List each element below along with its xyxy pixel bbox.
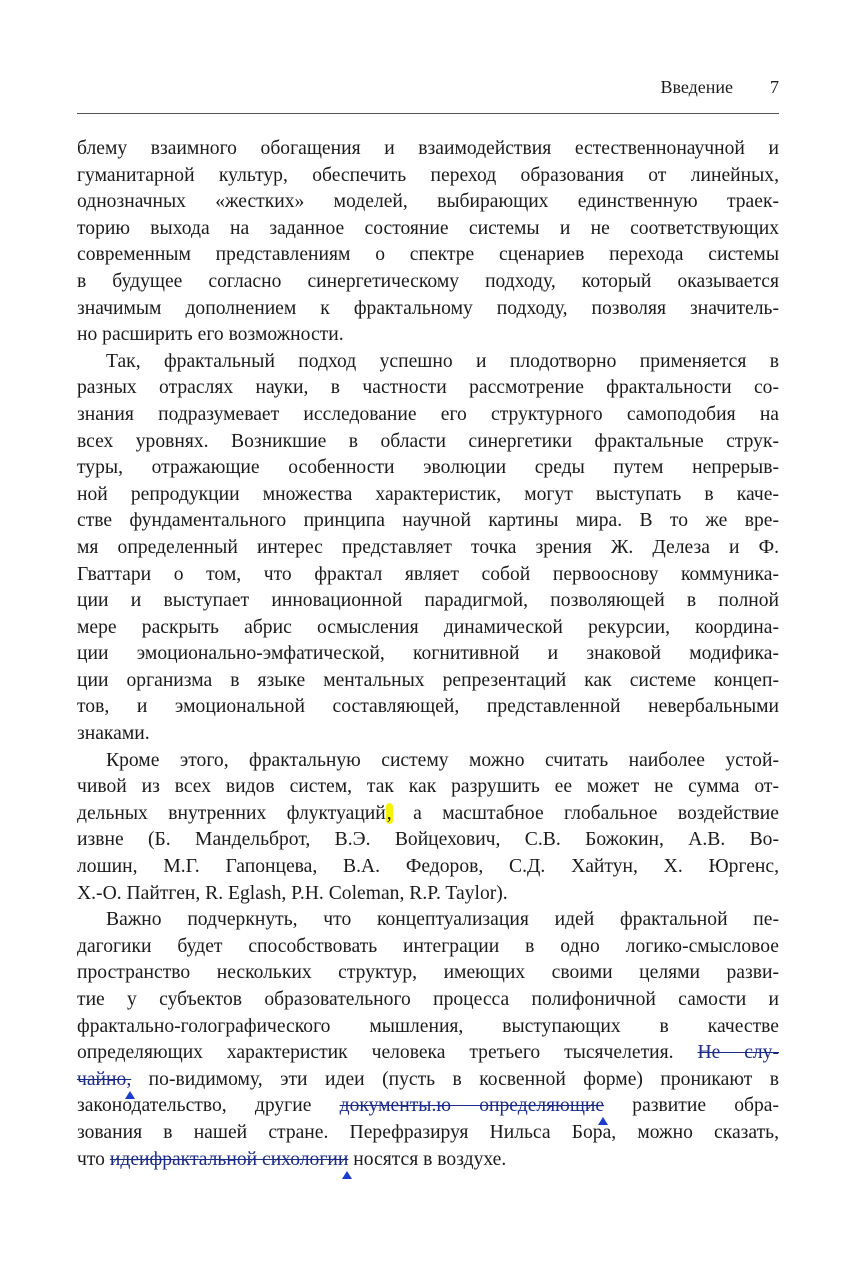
strikethrough-edit: чайно, [77,1068,132,1090]
text-line: значимым дополнением к фрактальному подходу, позволяя значитель- [77,297,779,319]
text-line: мя определенный интерес представляет точка зрения Ж. Делеза и Ф. [77,536,779,558]
text-line: стве фундаментального принципа научной картины мира. В то же вре- [77,510,779,532]
header-rule [77,113,779,114]
text-line: ной репродукции множества характеристик, могут выступать в каче- [77,483,779,505]
text-line: фрактально-голографического мышления, выступающих в качестве [77,1015,779,1037]
text-line: чивой из всех видов систем, так как разрушить ее может не сумма от- [77,776,779,798]
text-line: лошин, М.Г. Гапонцева, В.А. Федоров, С.Д. Хайтун, Х. Юргенс, [77,856,779,878]
text-fragment: по-видимому, эти идеи (пусть в косвенной форме) проникают в [131,1068,779,1090]
text-line-with-strike [77,1067,779,1094]
text-line: всех уровнях. Возникшие в области синергетики фрактальные струк- [77,430,779,452]
text-line: торию выхода на заданное состояние системы и не соответствующих [77,217,779,239]
text-line: пространство нескольких структур, имеющих своими целями разви- [77,962,779,984]
text-fragment: определяющих характеристик человека третьего тысячелетия. [77,1042,698,1064]
text-line: однозначных «жестких» моделей, выбирающих единственную траек- [77,191,779,213]
running-header [77,77,779,99]
text-line: гуманитарной культур, обеспечить переход образования от линейных, [77,164,779,186]
text-fragment: а масштабное глобальное воздействие [392,802,779,824]
text-line: в будущее согласно синергетическому подходу, который оказывается [77,270,779,292]
text-fragment: развитие обра- [604,1095,779,1117]
text-line: Гваттари о том, что фрактал являет собой первооснову коммуника- [77,563,779,585]
text-line: Кроме этого, фрактальную систему можно считать наиболее устой- [106,749,779,771]
strikethrough-edit: Не слу- [697,1042,780,1064]
text-line: туры, отражающие особенности эволюции среды путем непрерыв- [77,457,779,479]
paragraph-1 [77,136,779,349]
text-line: ции эмоционально-эмфатической, когнитивной и знаковой модифика- [77,643,779,665]
text-line: Важно подчеркнуть, что концептуализация идей фрактальной пе- [106,909,779,931]
paragraph-3 [77,748,779,908]
text-fragment: что [77,1148,110,1170]
section-title: Введение [660,77,733,97]
text-fragment: носятся в воздухе. [348,1148,507,1170]
text-line: знания подразумевает исследование его структурного самоподобия на [77,403,779,425]
text-line: зования в нашей стране. Перефразируя Нильса Бора, можно сказать, [77,1121,779,1143]
strikethrough-edit: идеифрактальной сихологии [109,1148,349,1170]
text-line: блему взаимного обогащения и взаимодействия естественнонаучной и [77,138,779,159]
text-line: разных отраслях науки, в частности рассмотрение фрактальности со- [77,377,779,399]
paragraph-2 [77,349,779,748]
text-line-with-highlight [77,801,779,828]
text-line-with-strike [77,1040,779,1067]
text-line: мере раскрыть абрис осмысления динамической рекурсии, координа- [77,616,779,638]
paragraph-4 [77,907,779,1173]
text-line: тие у субъектов образовательного процесса полифоничной самости и [77,989,779,1010]
page-number: 7 [770,77,779,97]
page-body [77,136,779,1173]
text-line: современным представлениям о спектре сценариев перехода системы [77,244,779,266]
text-line-with-strike [77,1147,779,1174]
text-line: дагогики будет способствовать интеграции в одно логико-смысловое [77,935,779,957]
text-line: но расширить его возможности. [77,324,344,346]
text-line: Так, фрактальный подход успешно и плодотворно применяется в [106,350,779,372]
strikethrough-edit: документы.ю определяющие [339,1095,605,1117]
text-line: извне (Б. Мандельброт, В.Э. Войцехович, С.В. Божокин, А.В. Во- [77,829,779,851]
text-fragment: законодательство, другие [77,1095,340,1117]
text-line: ции и выступает инновационной парадигмой, позволяющей в полной [77,590,779,612]
text-line: ции организма в языке ментальных репрезентаций как системе концеп- [77,669,779,691]
text-line-with-strike [77,1093,779,1120]
text-fragment: дельных внутренних флуктуаций [77,802,386,824]
highlight-mark: , [386,802,392,824]
text-line: знаками. [77,723,150,745]
text-line: тов, и эмоциональной составляющей, представленной невербальными [77,696,779,718]
text-line: Х.-О. Пайтген, R. Eglash, P.H. Coleman, R.P. Taylor). [77,882,508,904]
